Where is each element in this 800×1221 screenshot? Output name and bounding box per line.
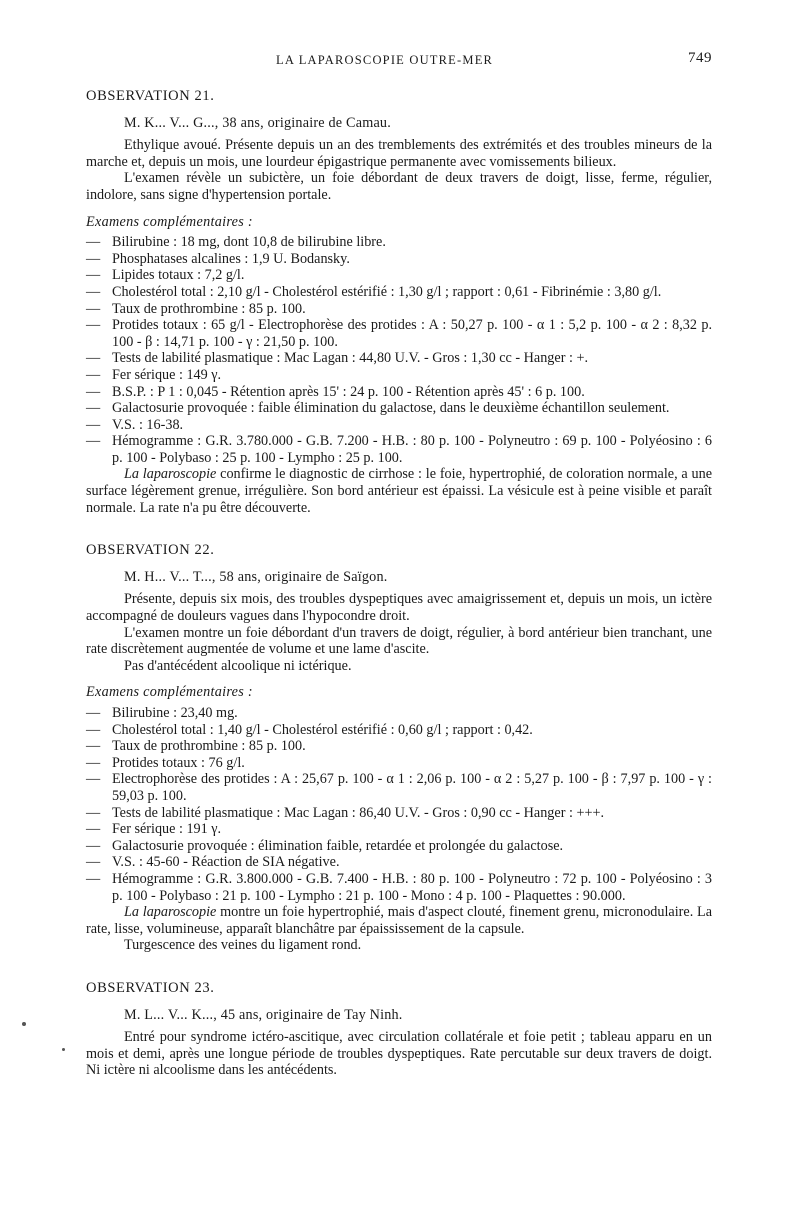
exam-item: — Bilirubine : 23,40 mg.: [86, 705, 238, 721]
exam-item: — Taux de prothrombine : 85 p. 100.: [86, 738, 306, 755]
exam-item: — Hémogramme : G.R. 3.800.000 - G.B. 7.400 - H.B. : 80 p. 100 - Polyneutro : 72 p. 100 - Polyéosino : 3 p. 100 - Polybaso : 21 p. 100 - Lympho : 21 p. 100 - Mono : 4 p. 100 - Plaquettes : 90.000.: [86, 870, 712, 904]
exams-heading: Examens complémentaires :: [86, 213, 253, 230]
history-paragraph: Présente, depuis six mois, des troubles dyspeptiques avec amaigrissement et, depuis un mois, un ictère accompagné de douleurs vagues dans l'hypocondre droit.: [86, 591, 712, 625]
exam-item: — Bilirubine : 18 mg, dont 10,8 de bilirubine libre.: [86, 234, 386, 251]
exam-item: — Fer sérique : 149 γ.: [86, 366, 222, 383]
laparoscopy-lead: La laparoscopie: [124, 466, 217, 483]
exam-paragraph: L'examen montre un foie débordant d'un travers de doigt, régulier, à bord antérieur bien tranchant, une rate discrètement augmentée de volume et une lame d'ascite.: [86, 624, 712, 658]
observation-21: [86, 88, 712, 516]
exam-item: — Hémogramme : G.R. 3.780.000 - G.B. 7.200 - H.B. : 80 p. 100 - Polyneutro : 69 p. 100 - Polyéosino : 6 p. 100 - Polybaso : 25 p. 100 - Lympho : 25 p. 100.: [86, 433, 712, 466]
exam-item: — Cholestérol total : 1,40 g/l - Cholestérol estérifié : 0,60 g/l ; rapport : 0,42.: [86, 721, 533, 738]
page-number: 749: [688, 50, 712, 66]
exam-list: [86, 705, 712, 904]
exam-item: — Galactosurie provoquée : élimination faible, retardée et prolongée du galactose.: [86, 837, 564, 854]
running-header: [86, 50, 712, 70]
exam-item: — V.S. : 45-60 - Réaction de SIA négative.: [86, 854, 340, 871]
document-page: [86, 50, 712, 1105]
patient-line: M. H... V... T..., 58 ans, originaire de Saïgon.: [124, 568, 388, 585]
exam-item: — B.S.P. : P 1 : 0,045 - Rétention après 15' : 24 p. 100 - Rétention après 45' : 6 p. 100.: [86, 383, 585, 400]
exam-item: — Phosphatases alcalines : 1,9 U. Bodansky.: [86, 250, 350, 267]
observation-title: OBSERVATION 23.: [86, 979, 215, 996]
extra-finding: Turgescence des veines du ligament rond.: [124, 937, 362, 954]
antecedent-paragraph: Pas d'antécédent alcoolique ni ictérique.: [124, 657, 352, 674]
patient-line: M. L... V... K..., 45 ans, originaire de Tay Ninh.: [124, 1006, 403, 1023]
exam-item: — V.S. : 16-38.: [86, 416, 184, 433]
laparoscopy-lead: La laparoscopie: [124, 904, 217, 921]
observation-23: [86, 980, 712, 1079]
exam-item: — Fer sérique : 191 γ.: [86, 821, 222, 838]
history-paragraph: Ethylique avoué. Présente depuis un an des tremblements des extrémités et des troubles mineurs de la marche et, depuis un mois, une lourdeur épigastrique permanente avec vomissements bilieux.: [86, 137, 712, 170]
exam-item: — Cholestérol total : 2,10 g/l - Cholestérol estérifié : 1,30 g/l ; rapport : 0,61 - Fibrinémie : 3,80 g/l.: [86, 283, 662, 300]
exam-list: [86, 234, 712, 466]
exam-paragraph: L'examen révèle un subictère, un foie débordant de deux travers de doigt, lisse, ferme, régulier, indolore, sans signe d'hypertension portale.: [86, 170, 712, 203]
exam-item: — Tests de labilité plasmatique : Mac Lagan : 44,80 U.V. - Gros : 1,30 cc - Hanger : +.: [86, 350, 588, 367]
exams-heading: Examens complémentaires :: [86, 684, 253, 701]
exam-item: — Protides totaux : 76 g/l.: [86, 754, 245, 771]
observation-22: [86, 542, 712, 954]
exam-item: — Galactosurie provoquée : faible élimination du galactose, dans le deuxième échantillon seulement.: [86, 400, 670, 417]
laparoscopy-conclusion: La laparoscopie confirme le diagnostic de cirrhose : le foie, hypertrophié, de coloration normale, a une surface légèrement grenue, irrégulière. Son bord antérieur est épaissi. La vésicule est à peine visible et paraît normale. La rate n'a pu être découverte.: [86, 466, 713, 516]
scan-speck: [62, 1048, 65, 1051]
exam-item: — Protides totaux : 65 g/l - Electrophorèse des protides : A : 50,27 p. 100 - α 1 : 5,2 p. 100 - α 2 : 8,32 p. 100 - β : 14,71 p. 100 - γ : 21,50 p. 100.: [86, 317, 712, 350]
exam-item: — Tests de labilité plasmatique : Mac Lagan : 86,40 U.V. - Gros : 0,90 cc - Hanger : +++.: [86, 804, 605, 821]
laparoscopy-conclusion: La laparoscopie montre un foie hypertrophié, mais d'aspect clouté, finement grenu, micronodulaire. La rate, lisse, volumineuse, apparaît blanchâtre par épaississement de la capsule.: [86, 904, 712, 937]
running-title: LA LAPAROSCOPIE OUTRE-MER: [276, 53, 494, 67]
history-paragraph: Entré pour syndrome ictéro-ascitique, avec circulation collatérale et foie petit ; tableau apparu en un mois et demi, après une longue période de troubles dyspeptiques. Rate percutable sur deux travers de doigt. Ni ictère ni alcoolisme dans les antécédents.: [86, 1029, 712, 1079]
exam-item: — Lipides totaux : 7,2 g/l.: [86, 267, 245, 284]
observation-title: OBSERVATION 22.: [86, 542, 215, 559]
exam-item: — Taux de prothrombine : 85 p. 100.: [86, 300, 306, 317]
observation-title: OBSERVATION 21.: [86, 88, 215, 104]
scan-speck: [22, 1022, 26, 1026]
exam-item: — Electrophorèse des protides : A : 25,67 p. 100 - α 1 : 2,06 p. 100 - α 2 : 5,27 p. 100 - β : 7,97 p. 100 - γ : 59,03 p. 100.: [86, 771, 712, 804]
patient-line: M. K... V... G..., 38 ans, originaire de Camau.: [124, 114, 391, 131]
